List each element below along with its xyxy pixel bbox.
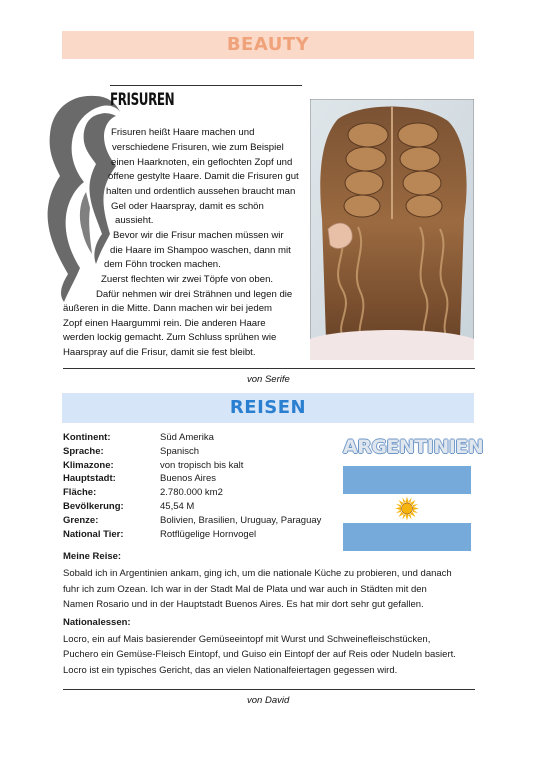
fact-value: 2.780.000 km2 [160,487,223,499]
country-facts-table [63,431,321,541]
fact-key: Klimazone: [63,459,114,471]
fact-value: Süd Amerika [160,432,214,443]
hair-text-line: verschiedene Frisuren, wie zum Beispiel [112,142,284,153]
trip-heading: Meine Reise: [63,551,122,562]
fact-row [63,500,321,514]
fact-row [63,459,321,473]
fact-row [63,431,321,445]
fact-key: Kontinent: [63,432,111,443]
hair-text-line: Haarspray auf die Frisur, damit sie fest bleibt. [63,347,256,358]
fact-key: Fläche: [63,487,97,499]
reisen-banner: REISEN [62,393,474,423]
trip-text-line: fuhr ich zum Ozean. Ich war in der Stadt Mal de Plata und war auch in Städten mit den [63,584,427,595]
hair-text-line: dem Föhn trocken machen. [104,259,221,270]
fact-key: National Tier: [63,528,124,540]
fact-row [63,445,321,459]
fact-value: Rotflügelige Hornvogel [160,528,257,540]
hair-text-line: Zuerst flechten wir zwei Töpfe von oben. [101,274,274,285]
frisuren-title: FRISUREN [110,90,175,110]
sun-of-may-icon [395,497,419,521]
hair-text-line: äußeren in die Mitte. Dann machen wir bei jedem [63,303,273,314]
beauty-banner: BEAUTY [62,31,474,59]
braided-hair-photo [310,99,474,360]
argentina-flag [343,466,471,551]
food-text-line: Puchero ein Gemüse-Fleisch Eintopf, und Guiso ein Eintopf der auf Reis oder Nudeln basiert. [63,649,456,660]
hair-text-line: Frisuren heißt Haare machen und [111,127,255,138]
fact-value: von tropisch bis kalt [160,459,244,471]
reisen-author: von David [247,695,290,706]
fact-key: Grenze: [63,514,99,526]
fact-key: Bevölkerung: [63,500,124,512]
trip-text-line: Namen Rosario und in der Hauptstadt Buenos Aires. Es hat mir dort sehr gut gefallen. [63,599,424,610]
reisen-separator [63,689,475,690]
hair-text-line: Dafür nehmen wir drei Strähnen und legen die [96,289,293,300]
hair-text-line: die Haare im Shampoo waschen, dann mit [110,245,291,256]
fact-key: Sprache: [63,445,104,457]
fact-row [63,486,321,500]
fact-value: Spanisch [160,445,200,457]
food-text-line: Locro ist ein typisches Gericht, das an vielen Nationalfeiertagen gegessen wird. [63,665,398,676]
hair-text-line: Bevor wir die Frisur machen müssen wir [113,230,284,241]
food-text-line: Locro, ein auf Mais basierender Gemüseeintopf mit Wurst und Schweinefleischstücken, [63,634,431,645]
hair-text-line: werden lockig gemacht. Zum Schluss sprühen wie [63,332,277,343]
fact-value: 45,54 M [160,500,195,512]
hair-text-line: halten und ordentlich aussehen braucht man [106,186,296,197]
hair-text-line: einen Haarknoten, ein geflochten Zopf und [111,157,293,168]
fact-value: Buenos Aires [160,473,216,485]
fact-row [63,528,321,542]
hair-text-line: aussieht. [115,215,154,226]
flag-title: ARGENTINIEN [343,436,484,458]
title-divider [110,85,302,86]
hair-text-line: offene gestylte Haare. Damit die Frisuren gut [108,171,299,182]
fact-key: Hauptstadt: [63,473,116,485]
beauty-author: von Serife [247,374,290,385]
fact-value: Bolivien, Brasilien, Uruguay, Paraguay [160,514,322,526]
fact-row [63,472,321,486]
fact-row [63,514,321,528]
trip-text-line: Sobald ich in Argentinien ankam, ging ich, um die nationale Küche zu probieren, und danach [63,568,452,579]
hair-text-line: Zopf einen Haargummi rein. Die anderen Haare [63,318,266,329]
food-heading: Nationalessen: [63,617,131,628]
beauty-separator [63,368,475,369]
hair-text-line: Gel oder Haarspray, damit es schön [111,201,264,212]
